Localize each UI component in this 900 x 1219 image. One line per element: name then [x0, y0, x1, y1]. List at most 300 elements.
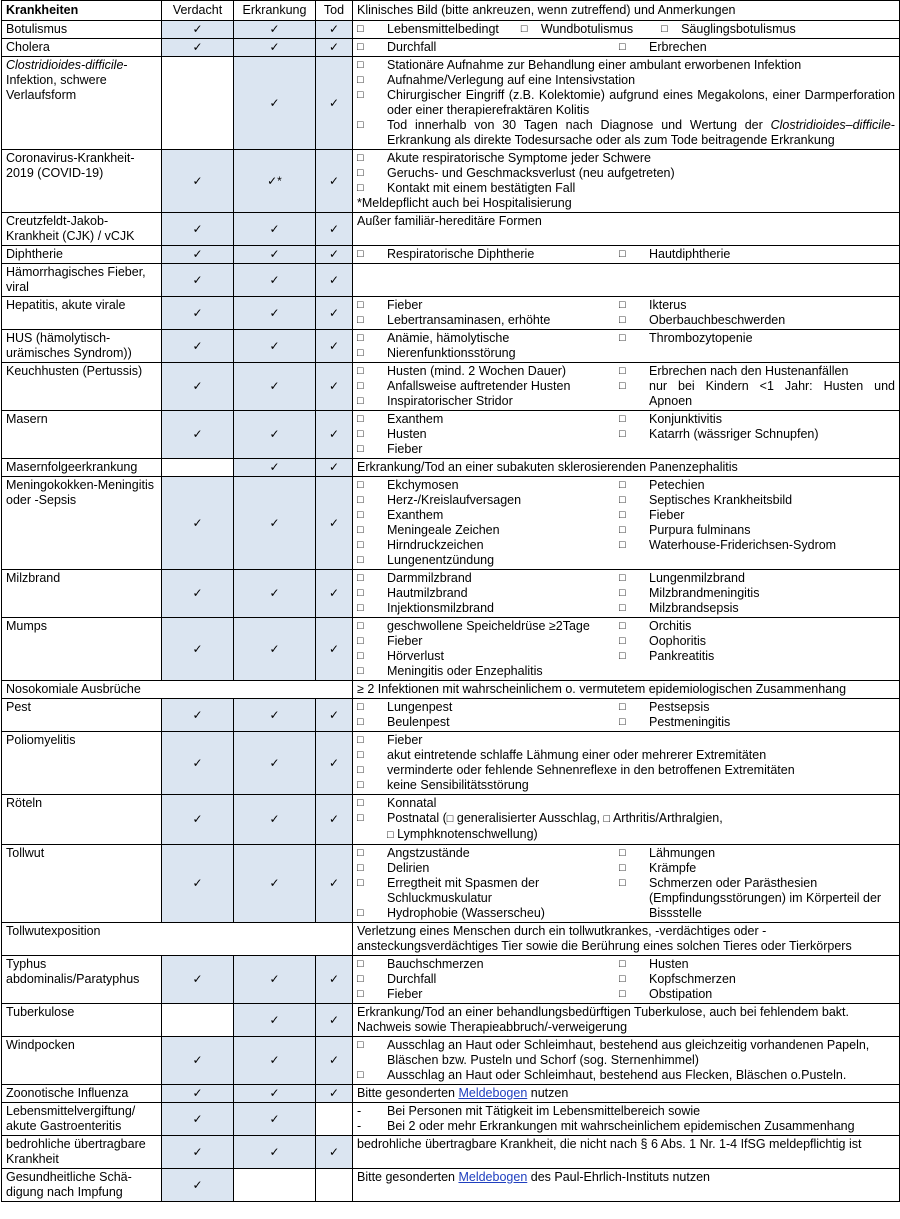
option-item[interactable]: □ Thrombozytopenie [619, 331, 753, 345]
option-item[interactable]: □ Inspiratorischer Stridor [357, 394, 513, 408]
checkbox-icon[interactable]: □ [357, 59, 364, 71]
option-item[interactable]: □ Angstzustände [357, 846, 470, 860]
option-lebensmittelbedingt[interactable]: □ Lebensmittelbedingt [357, 22, 499, 36]
option-item[interactable]: □ Orchitis [619, 619, 692, 633]
disease-name: HUS (hämolytisch-urämisches Syndrom)) [2, 330, 162, 363]
clinical-options [353, 21, 900, 39]
row-hus [2, 330, 900, 363]
clinical-options [353, 57, 900, 150]
option-item[interactable]: □ Fieber [619, 508, 685, 522]
checkbox-icon[interactable]: □ [619, 620, 626, 632]
option-item[interactable]: □ Milzbrandmeningitis [619, 586, 760, 600]
option-item[interactable]: □ Erbrechen nach den Hustenanfällen [619, 364, 849, 378]
check-erkrankung[interactable]: ✓ [234, 363, 316, 411]
checkbox-icon[interactable]: □ [357, 539, 364, 551]
option-item[interactable]: □ Fieber [357, 733, 423, 747]
checkbox-icon[interactable]: □ [357, 812, 364, 824]
check-verdacht[interactable]: ✓ [162, 1037, 234, 1085]
check-erkrankung[interactable]: ✓ [234, 477, 316, 570]
option-item[interactable]: □ Lungenmilzbrand [619, 571, 745, 585]
disease-name: Tollwut [2, 845, 162, 923]
clinical-options-empty [353, 264, 900, 297]
disease-name: Meningokokken-Meningitis oder -Sepsis [2, 477, 162, 570]
clinical-note: Verletzung eines Menschen durch ein tollwutkrankes, -verdächtiges oder -ansteckungsverdächtiges Tier sowie die Berührung eines solchen Tieres oder Tierkörpers [353, 923, 900, 956]
checkbox-icon[interactable]: □ [357, 89, 364, 101]
check-tod[interactable]: ✓ [316, 699, 353, 732]
check-erkrankung[interactable]: ✓ [234, 213, 316, 246]
option-item[interactable]: □ Lungenentzündung [357, 553, 495, 567]
check-verdacht[interactable]: ✓ [162, 150, 234, 213]
check-tod-empty [316, 1103, 353, 1136]
checkbox-icon[interactable]: □ [357, 1069, 364, 1081]
check-tod[interactable]: ✓ [316, 330, 353, 363]
checkbox-icon[interactable]: □ [357, 23, 364, 35]
checkbox-icon[interactable]: □ [357, 428, 364, 440]
checkbox-icon[interactable]: □ [357, 395, 364, 407]
disease-name: Hepatitis, akute virale [2, 297, 162, 330]
checkbox-icon[interactable]: □ [619, 428, 626, 440]
option-item[interactable]: □ Krämpfe [619, 861, 697, 875]
clinical-note: Bitte gesonderten Meldebogen des Paul-Ehrlich-Instituts nutzen [353, 1169, 900, 1202]
disease-name: Gesundheitliche Schä-digung nach Impfung [2, 1169, 162, 1202]
disease-name: Typhus abdominalis/Paratyphus [2, 956, 162, 1004]
option-item[interactable]: □ Erregtheit mit Spasmen der Schluckmuskulatur [357, 876, 540, 905]
option-item[interactable]: □ Ausschlag an Haut oder Schleimhaut, bestehend aus Flecken, Bläschen o.Pusteln. [357, 1068, 847, 1082]
checkbox-icon[interactable]: □ [357, 779, 364, 791]
checkbox-icon[interactable]: □ [619, 862, 626, 874]
row-windpocken [2, 1037, 900, 1085]
row-masernfolgeerkrankung [2, 459, 900, 477]
check-erkrankung[interactable]: ✓ [234, 1103, 316, 1136]
checkbox-icon[interactable]: □ [357, 734, 364, 746]
meldebogen-pei-link[interactable]: Meldebogen [458, 1170, 528, 1184]
checkbox-icon[interactable]: □ [357, 973, 364, 985]
check-verdacht[interactable]: ✓ [162, 297, 234, 330]
checkbox-icon[interactable]: □ [619, 380, 626, 392]
checkbox-icon[interactable]: □ [357, 443, 364, 455]
checkbox-icon[interactable]: □ [619, 572, 626, 584]
header-krankheiten: Krankheiten [2, 1, 162, 21]
check-tod[interactable]: ✓ [316, 150, 353, 213]
option-item[interactable]: □ Lähmungen [619, 846, 716, 860]
row-tollwutexposition [2, 923, 900, 956]
checkbox-icon[interactable]: □ [520, 23, 528, 35]
checkbox-icon[interactable]: □ [619, 41, 626, 53]
option-item[interactable]: □ Hautdiphtherie [619, 247, 731, 261]
disease-name: Hämorrhagisches Fieber, viral [2, 264, 162, 297]
row-lebensmittelvergiftung [2, 1103, 900, 1136]
checkbox-icon[interactable]: □ [357, 572, 364, 584]
checkbox-icon[interactable]: □ [357, 479, 364, 491]
checkbox-icon[interactable]: □ [357, 182, 364, 194]
option-item[interactable]: □ Husten (mind. 2 Wochen Dauer) [357, 364, 567, 378]
check-tod[interactable]: ✓ [316, 732, 353, 795]
checkbox-icon[interactable]: □ [619, 602, 626, 614]
option-item[interactable]: □ Hörverlust [357, 649, 444, 663]
option-item[interactable]: □ Stationäre Aufnahme zur Behandlung einer ambulant erworbenen Infektion [357, 58, 802, 72]
option-item[interactable]: □ Anfallsweise auftretender Husten [357, 379, 571, 393]
option-item[interactable]: □ geschwollene Speicheldrüse ≥2Tage [357, 619, 590, 633]
disease-name: Pest [2, 699, 162, 732]
option-item[interactable]: □ Nierenfunktionsstörung [357, 346, 516, 360]
clinical-options [353, 845, 900, 923]
check-erkrankung[interactable]: ✓ [234, 411, 316, 459]
checkbox-icon[interactable]: □ [357, 554, 364, 566]
checkbox-icon[interactable]: □ [661, 23, 668, 35]
disease-name: Nosokomiale Ausbrüche [2, 681, 353, 699]
option-item[interactable]: □ Waterhouse-Friderichsen-Sydrom [619, 538, 837, 552]
checkbox-icon[interactable]: □ [357, 665, 364, 677]
option-item[interactable]: □ Milzbrandsepsis [619, 601, 739, 615]
option-item[interactable]: □ Tod innerhalb von 30 Tagen nach Diagnose und Wertung der Clostridioides–difficile-Erkrankung als direkte Todesursache oder als zum Tode beitragende Erkrankung [357, 118, 895, 147]
clinical-options [353, 297, 900, 330]
checkbox-icon[interactable]: □ [619, 988, 626, 1000]
check-verdacht[interactable]: ✓ [162, 570, 234, 618]
option-item[interactable]: □ Lebertransaminasen, erhöhte [357, 313, 551, 327]
row-zoonotische-influenza [2, 1085, 900, 1103]
check-erkrankung[interactable]: ✓ [234, 570, 316, 618]
option-wundbotulismus[interactable]: □ Wundbotulismus [520, 22, 634, 36]
row-tuberkulose [2, 1004, 900, 1037]
check-verdacht[interactable]: ✓ [162, 956, 234, 1004]
checkbox-icon[interactable]: □ [357, 314, 364, 326]
option-item[interactable]: □ Exanthem [357, 412, 444, 426]
checkbox-icon[interactable]: □ [357, 650, 364, 662]
checkbox-icon[interactable]: □ [357, 167, 364, 179]
check-erkrankung[interactable]: ✓ [234, 246, 316, 264]
option-item[interactable]: □ Pankreatitis [619, 649, 715, 663]
checkbox-icon[interactable]: □ [357, 509, 364, 521]
checkbox-icon[interactable]: □ [619, 413, 626, 425]
checkbox-icon[interactable]: □ [357, 958, 364, 970]
check-tod[interactable]: ✓ [316, 57, 353, 150]
check-verdacht[interactable]: ✓ [162, 264, 234, 297]
clinical-options [353, 411, 900, 459]
check-erkrankung[interactable]: ✓ [234, 264, 316, 297]
check-erkrankung[interactable]: ✓ [234, 845, 316, 923]
option-item[interactable]: □ Anämie, hämolytische [357, 331, 510, 345]
disease-name: Tuberkulose [2, 1004, 162, 1037]
check-tod[interactable]: ✓ [316, 956, 353, 1004]
check-verdacht-empty [162, 459, 234, 477]
check-verdacht[interactable]: ✓ [162, 213, 234, 246]
row-roeteln [2, 795, 900, 845]
option-item[interactable]: □ Petechien [619, 478, 705, 492]
check-verdacht[interactable]: ✓ [162, 330, 234, 363]
option-item[interactable]: □ Purpura fulminans [619, 523, 751, 537]
check-erkrankung[interactable]: ✓ [234, 956, 316, 1004]
option-saeuglingsbotulismus[interactable]: □ Säuglingsbotulismus [661, 22, 796, 36]
option-item[interactable]: □ Hautmilzbrand [357, 586, 468, 600]
checkbox-icon[interactable]: □ [357, 365, 364, 377]
disease-name: bedrohliche übertragbare Krankheit [2, 1136, 162, 1169]
option-item[interactable]: □ Chirurgischer Eingriff (z.B. Kolektomie) aufgrund eines Megakolons, einer Darmperforation oder einer therapierefraktären Kolitis [357, 88, 895, 117]
check-erkrankung[interactable]: ✓ [234, 699, 316, 732]
check-erkrankung[interactable]: ✓ [234, 330, 316, 363]
check-tod[interactable]: ✓ [316, 1004, 353, 1037]
checkbox-icon[interactable]: □ [619, 314, 626, 326]
option-item[interactable]: □ Schmerzen oder Parästhesien (Empfindungsstörungen) im Körperteil der Bissstelle [619, 876, 882, 920]
checkbox-icon[interactable]: □ [357, 620, 364, 632]
checkbox-icon[interactable]: □ [357, 380, 364, 392]
option-item[interactable]: □ Aufnahme/Verlegung auf eine Intensivstation [357, 73, 636, 87]
checkbox-icon[interactable]: □ [619, 847, 626, 859]
row-bedrohliche-krankheit [2, 1136, 900, 1169]
option-item[interactable]: □ Geruchs- und Geschmacksverlust (neu aufgetreten) [357, 166, 675, 180]
row-impfschaden [2, 1169, 900, 1202]
header-erkrankung: Erkrankung [234, 1, 316, 21]
header-verdacht: Verdacht [162, 1, 234, 21]
clinical-note: Bitte gesonderten Meldebogen nutzen [353, 1085, 900, 1103]
check-erkrankung[interactable]: ✓ [234, 57, 316, 150]
checkbox-icon[interactable]: □ [619, 635, 626, 647]
check-erkrankung[interactable]: ✓ [234, 21, 316, 39]
checkbox-icon[interactable]: □ [619, 299, 626, 311]
option-item[interactable]: □ Fieber [357, 298, 423, 312]
option-item[interactable]: □ Fieber [357, 442, 423, 456]
clinical-note: Außer familiär-hereditäre Formen [353, 213, 900, 246]
checkbox-icon[interactable]: □ [357, 847, 364, 859]
clinical-options [353, 699, 900, 732]
check-verdacht[interactable]: ✓ [162, 411, 234, 459]
checkbox-icon[interactable]: □ [357, 602, 364, 614]
checkbox-icon[interactable]: □ [357, 907, 364, 919]
checkbox-icon[interactable]: □ [603, 813, 611, 825]
checkbox-icon[interactable]: □ [357, 248, 364, 260]
option-item[interactable]: □ Ikterus [619, 298, 687, 312]
checkbox-icon[interactable]: □ [619, 973, 626, 985]
check-tod[interactable]: ✓ [316, 795, 353, 845]
checkbox-icon[interactable]: □ [357, 413, 364, 425]
clinical-options [353, 618, 900, 681]
check-erkrankung[interactable]: ✓ [234, 618, 316, 681]
check-verdacht[interactable]: ✓ [162, 1169, 234, 1202]
check-tod[interactable]: ✓ [316, 213, 353, 246]
check-erkrankung[interactable]: ✓ [234, 39, 316, 57]
checkbox-icon[interactable]: □ [357, 587, 364, 599]
check-tod[interactable]: ✓ [316, 264, 353, 297]
option-item[interactable]: □ Septisches Krankheitsbild [619, 493, 793, 507]
checkbox-icon[interactable]: □ [357, 119, 364, 131]
disease-name: Milzbrand [2, 570, 162, 618]
option-item[interactable]: □ Darmmilzbrand [357, 571, 472, 585]
option-item[interactable]: □ Injektionsmilzbrand [357, 601, 494, 615]
check-verdacht[interactable]: ✓ [162, 845, 234, 923]
checkbox-icon[interactable]: □ [619, 332, 626, 344]
disease-name: Lebensmittelvergiftung/ akute Gastroenteritis [2, 1103, 162, 1136]
check-verdacht[interactable]: ✓ [162, 795, 234, 845]
check-erkrankung[interactable]: ✓ [234, 297, 316, 330]
checkbox-icon[interactable]: □ [357, 862, 364, 874]
clinical-note: Erkrankung/Tod an einer behandlungsbedürftigen Tuberkulose, auch bei fehlendem bakt. Nachweis sowie Therapieabbruch/-verweigerung [353, 1004, 900, 1037]
option-item[interactable]: □ Fieber [357, 987, 423, 1001]
row-keuchhusten [2, 363, 900, 411]
row-clostridioides-difficile [2, 57, 900, 150]
option-konnatal[interactable]: □ Konnatal [357, 796, 437, 810]
row-masern [2, 411, 900, 459]
option-item[interactable]: □ Herz-/Kreislaufversagen [357, 493, 522, 507]
check-tod[interactable]: ✓ [316, 477, 353, 570]
option-item[interactable]: □ Konjunktivitis [619, 412, 722, 426]
checkbox-icon[interactable]: □ [357, 299, 364, 311]
check-verdacht[interactable]: ✓ [162, 21, 234, 39]
option-item[interactable]: □ Respiratorische Diphtherie [357, 247, 535, 261]
option-item[interactable]: □ verminderte oder fehlende Sehnenreflexe in den betroffenen Extremitäten [357, 763, 795, 777]
checkbox-icon[interactable]: □ [619, 365, 626, 377]
check-erkrankung[interactable]: ✓* [234, 150, 316, 213]
check-verdacht[interactable]: ✓ [162, 363, 234, 411]
meldebogen-link[interactable]: Meldebogen [458, 1086, 528, 1100]
check-tod[interactable]: ✓ [316, 618, 353, 681]
check-tod[interactable]: ✓ [316, 39, 353, 57]
option-item[interactable]: □ nur bei Kindern <1 Jahr: Husten und Apnoen [619, 379, 895, 408]
list-item: - Bei 2 oder mehr Erkrankungen mit wahrscheinlichem epidemischen Zusammenhang [357, 1119, 855, 1133]
check-verdacht[interactable]: ✓ [162, 1103, 234, 1136]
option-item[interactable]: □ Kopfschmerzen [619, 972, 736, 986]
checkbox-icon[interactable]: □ [357, 635, 364, 647]
check-tod[interactable]: ✓ [316, 21, 353, 39]
check-tod[interactable]: ✓ [316, 363, 353, 411]
checkbox-icon[interactable]: □ [357, 41, 364, 53]
check-tod[interactable]: ✓ [316, 459, 353, 477]
disease-name: Windpocken [2, 1037, 162, 1085]
option-postnatal[interactable]: □ Postnatal (□ generalisierter Ausschlag, □ Arthritis/Arthralgien, □ Lymphknotenschwellung) [357, 811, 723, 841]
checkbox-icon[interactable]: □ [619, 539, 626, 551]
header-tod: Tod [316, 1, 353, 21]
check-erkrankung[interactable]: ✓ [234, 795, 316, 845]
option-erbrechen[interactable]: □ Erbrechen [619, 40, 707, 54]
option-item[interactable]: □ Husten [357, 427, 427, 441]
checkbox-icon[interactable]: □ [619, 716, 626, 728]
checkbox-icon[interactable]: □ [619, 479, 626, 491]
checkbox-icon[interactable]: □ [619, 650, 626, 662]
clinical-options [353, 330, 900, 363]
check-tod[interactable]: ✓ [316, 845, 353, 923]
disease-name: Coronavirus-Krankheit-2019 (COVID-19) [2, 150, 162, 213]
checkbox-icon[interactable]: □ [619, 587, 626, 599]
option-item[interactable]: □ Fieber [357, 634, 423, 648]
option-item[interactable]: □ Durchfall [357, 972, 437, 986]
header-row [2, 1, 900, 21]
check-tod[interactable]: ✓ [316, 1136, 353, 1169]
option-item[interactable]: □ keine Sensibilitätsstörung [357, 778, 529, 792]
check-erkrankung[interactable]: ✓ [234, 1136, 316, 1169]
checkbox-icon[interactable]: □ [357, 332, 364, 344]
option-item[interactable]: □ Delirien [357, 861, 430, 875]
checkbox-icon[interactable]: □ [357, 701, 364, 713]
checkbox-icon[interactable]: □ [619, 701, 626, 713]
dash-icon: - [357, 1104, 362, 1118]
checkbox-icon[interactable]: □ [619, 877, 626, 889]
check-verdacht[interactable]: ✓ [162, 246, 234, 264]
checkbox-icon[interactable]: □ [357, 764, 364, 776]
check-verdacht[interactable]: ✓ [162, 477, 234, 570]
check-tod[interactable]: ✓ [316, 570, 353, 618]
checkbox-icon[interactable]: □ [619, 524, 626, 536]
checkbox-icon[interactable]: □ [357, 716, 364, 728]
option-item[interactable]: □ Hydrophobie (Wasserscheu) [357, 906, 545, 920]
row-tollwut [2, 845, 900, 923]
checkbox-icon[interactable]: □ [619, 248, 626, 260]
checkbox-icon[interactable]: □ [357, 797, 364, 809]
check-erkrankung[interactable]: ✓ [234, 732, 316, 795]
checkbox-icon[interactable]: □ [357, 988, 364, 1000]
option-item[interactable]: □ Pestmeningitis [619, 715, 731, 729]
check-verdacht[interactable]: ✓ [162, 618, 234, 681]
check-erkrankung[interactable]: ✓ [234, 1085, 316, 1103]
check-verdacht[interactable]: ✓ [162, 39, 234, 57]
checkbox-icon[interactable]: □ [357, 494, 364, 506]
option-item[interactable]: □ Lungenpest [357, 700, 453, 714]
checkbox-icon[interactable]: □ [619, 958, 626, 970]
clinical-options [353, 732, 900, 795]
disease-name: Mumps [2, 618, 162, 681]
check-verdacht[interactable]: ✓ [162, 1085, 234, 1103]
checkbox-icon[interactable]: □ [357, 749, 364, 761]
checkbox-icon[interactable]: □ [357, 152, 364, 164]
option-item[interactable]: □ Husten [619, 957, 689, 971]
option-item[interactable]: □ Kontakt mit einem bestätigten Fall [357, 181, 576, 195]
checkbox-icon[interactable]: □ [619, 509, 626, 521]
checkbox-icon[interactable]: □ [357, 877, 364, 889]
option-item[interactable]: □ Oberbauchbeschwerden [619, 313, 786, 327]
option-item[interactable]: □ akut eintretende schlaffe Lähmung einer oder mehrerer Extremitäten [357, 748, 767, 762]
row-mumps [2, 618, 900, 681]
option-item[interactable]: □ Akute respiratorische Symptome jeder Schwere [357, 151, 652, 165]
option-item[interactable]: □ Obstipation [619, 987, 713, 1001]
row-haemorrhagisches-fieber [2, 264, 900, 297]
check-tod[interactable]: ✓ [316, 246, 353, 264]
option-item[interactable]: □ Exanthem [357, 508, 444, 522]
option-item[interactable]: □ Hirndruckzeichen [357, 538, 484, 552]
option-durchfall[interactable]: □ Durchfall [357, 40, 437, 54]
check-erkrankung[interactable]: ✓ [234, 459, 316, 477]
checkbox-icon[interactable]: □ [357, 347, 364, 359]
checkbox-icon[interactable]: □ [357, 74, 364, 86]
checkbox-icon[interactable]: □ [357, 524, 364, 536]
checkbox-icon[interactable]: □ [446, 813, 454, 825]
option-item[interactable]: □ Beulenpest [357, 715, 450, 729]
check-verdacht[interactable]: ✓ [162, 699, 234, 732]
option-item[interactable]: □ Bauchschmerzen [357, 957, 484, 971]
option-item[interactable]: □ Meningitis oder Enzephalitis [357, 664, 543, 678]
check-erkrankung[interactable]: ✓ [234, 1004, 316, 1037]
clinical-options [353, 39, 900, 57]
row-covid-19 [2, 150, 900, 213]
option-item[interactable]: □ Ausschlag an Haut oder Schleimhaut, bestehend aus gleichzeitig vorhandenen Papeln, Bläschen bzw. Pusteln und Schorf (sog. Sternenhimmel) [357, 1038, 870, 1067]
check-verdacht-empty [162, 57, 234, 150]
option-item[interactable]: □ Katarrh (wässriger Schnupfen) [619, 427, 819, 441]
checkbox-icon[interactable]: □ [619, 494, 626, 506]
check-verdacht[interactable]: ✓ [162, 732, 234, 795]
option-item[interactable]: □ Oophoritis [619, 634, 706, 648]
disease-name: Zoonotische Influenza [2, 1085, 162, 1103]
option-item[interactable]: □ Pestsepsis [619, 700, 710, 714]
check-verdacht[interactable]: ✓ [162, 1136, 234, 1169]
check-tod[interactable]: ✓ [316, 411, 353, 459]
check-tod[interactable]: ✓ [316, 1085, 353, 1103]
checkbox-icon[interactable]: □ [387, 829, 394, 841]
check-erkrankung[interactable]: ✓ [234, 1037, 316, 1085]
check-tod[interactable]: ✓ [316, 297, 353, 330]
checkbox-icon[interactable]: □ [357, 1039, 364, 1051]
clinical-options [353, 795, 900, 845]
clinical-options [353, 570, 900, 618]
option-item[interactable]: □ Ekchymosen [357, 478, 459, 492]
check-tod[interactable]: ✓ [316, 1037, 353, 1085]
clinical-options [353, 1037, 900, 1085]
option-item[interactable]: □ Meningeale Zeichen [357, 523, 500, 537]
